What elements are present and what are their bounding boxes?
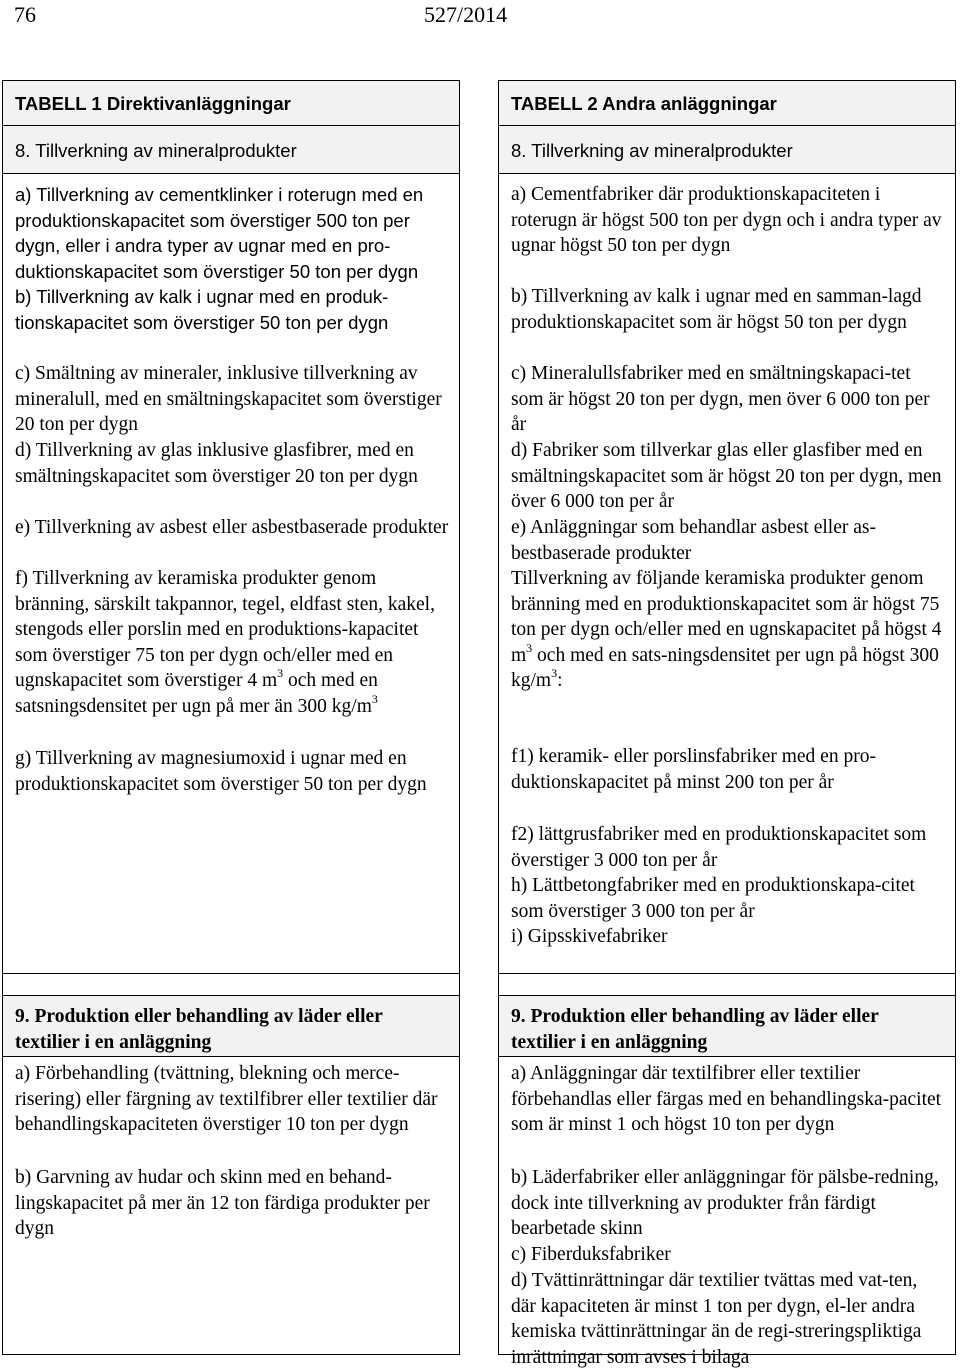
item-8c: c) Mineralullsfabriker med en smältningskapaci-tet som är högst 20 ton per dygn, men över 6 000 ton per år: [511, 363, 930, 436]
item-8f2: f2) lättgrusfabriker med en produktionskapacitet som överstiger 3 000 ton per år: [511, 824, 927, 871]
table-2-title: TABELL 2 Andra anläggningar: [499, 81, 955, 126]
section-8-title: 8. Tillverkning av mineralprodukter: [3, 126, 459, 174]
item-9b: b) Garvning av hudar och skinn med en behand-lingskapacitet på mer än 12 ton färdiga produkter per dygn: [15, 1167, 430, 1240]
item-8c: c) Smältning av mineraler, inklusive tillverkning av mineralull, med en smältningskapacitet som överstiger 20 ton per dygn: [15, 363, 442, 436]
item-8b: b) Tillverkning av kalk i ugnar med en samman-lagd produktionskapacitet som är högst 50 ton per dygn: [511, 286, 922, 333]
section-9-title: 9. Produktion eller behandling av läder eller textilier i en anläggning: [499, 996, 955, 1057]
item-9d: d) Tvättinrättningar där textilier tvättas med vat-ten, där kapaciteten är minst 1 ton per dygn, el-ler andra kemiska tvättinrättningar än de regi-streringspliktiga inrättningar som avses i bilaga: [511, 1270, 922, 1368]
table-1-title: TABELL 1 Direktivanläggningar: [3, 81, 459, 126]
section-9-content: [3, 1057, 459, 1357]
item-8e: e) Tillverkning av asbest eller asbestbaserade produkter: [15, 517, 449, 538]
item-8d: d) Fabriker som tillverkar glas eller glasfiber med en smältningskapacitet som är högst 20 ton per dygn, men över 6 000 ton per år: [511, 440, 942, 513]
item-9a: a) Anläggningar där textilfibrer eller textilier förbehandlas eller färgas med en behandlingska-pacitet som är minst 1 och högst 10 ton per dygn: [511, 1063, 942, 1136]
item-9a: a) Förbehandling (tvättning, blekning och merce-risering) eller färgning av textilfibrer eller textilier där behandlingskapaciteten överstiger 10 ton per dygn: [15, 1063, 438, 1136]
section-8-content: [3, 174, 459, 974]
section-9-title: 9. Produktion eller behandling av läder eller textilier i en anläggning: [3, 996, 459, 1057]
item-8e: e) Anläggningar som behandlar asbest eller as-bestbaserade produkter: [511, 517, 876, 564]
item-8a: a) Cementfabriker där produktionskapaciteten i roterugn är högst 500 ton per dygn och i andra typer av ugnar högst 50 ton per dygn: [511, 184, 942, 257]
section-8-title: 8. Tillverkning av mineralprodukter: [499, 126, 955, 174]
ceramics-intro: Tillverkning av följande keramiska produkter genom bränning med en produktionskapacitet som är högst 75 ton per dygn och/eller med en ugnskapacitet på högst 4 $m^3$ och med en sats-ningsdensitet per ugn på högst 300 $kg/m^3$:: [511, 568, 942, 692]
item-8i: i) Gipsskivefabriker: [511, 926, 668, 947]
item-9b: b) Läderfabriker eller anläggningar för pälsbe-redning, dock inte tillverkning av produkter från färdigt bearbetade skinn: [511, 1167, 939, 1240]
section-8-content: [499, 174, 955, 974]
item-8h: h) Lättbetongfabriker med en produktionskapa-citet som överstiger 3 000 ton per år: [511, 875, 915, 922]
spacer-row: [3, 974, 459, 996]
item-8f1: f1) keramik- eller porslinsfabriker med en pro-duktionskapacitet på minst 200 ton per år: [511, 746, 876, 793]
item-8g: g) Tillverkning av magnesiumoxid i ugnar med en produktionskapacitet som överstiger 50 ton per dygn: [15, 748, 427, 795]
section-9-content: [499, 1057, 955, 1368]
page-number: 76: [14, 2, 36, 27]
table-1-column: [2, 80, 460, 1355]
table-2-column: [498, 80, 956, 1368]
item-8b: b) Tillverkning av kalk i ugnar med en produk-tionskapacitet som överstiger 50 ton per dygn: [15, 286, 389, 333]
spacer-row: [499, 974, 955, 996]
item-8a: a) Tillverkning av cementklinker i roterugn med en produktionskapacitet som överstiger 500 ton per dygn, eller i andra typer av ugnar med en pro-duktionskapacitet som överstiger 50 ton per dygn: [15, 184, 424, 282]
item-8f: f) Tillverkning av keramiska produkter genom bränning, särskilt takpannor, tegel, eldfast sten, kakel, stengods eller porslin med en produktions-kapacitet som överstiger 75 ton per dygn och/eller med en ugnskapacitet som överstiger 4 $m^3$ och med en satsningsdensitet per ugn på mer än 300 $kg/m^3$: [15, 568, 435, 717]
document-id: 527/2014: [424, 2, 508, 27]
item-9c: c) Fiberduksfabriker: [511, 1244, 671, 1265]
item-8d: d) Tillverkning av glas inklusive glasfibrer, med en smältningskapacitet som överstiger 20 ton per dygn: [15, 440, 418, 487]
